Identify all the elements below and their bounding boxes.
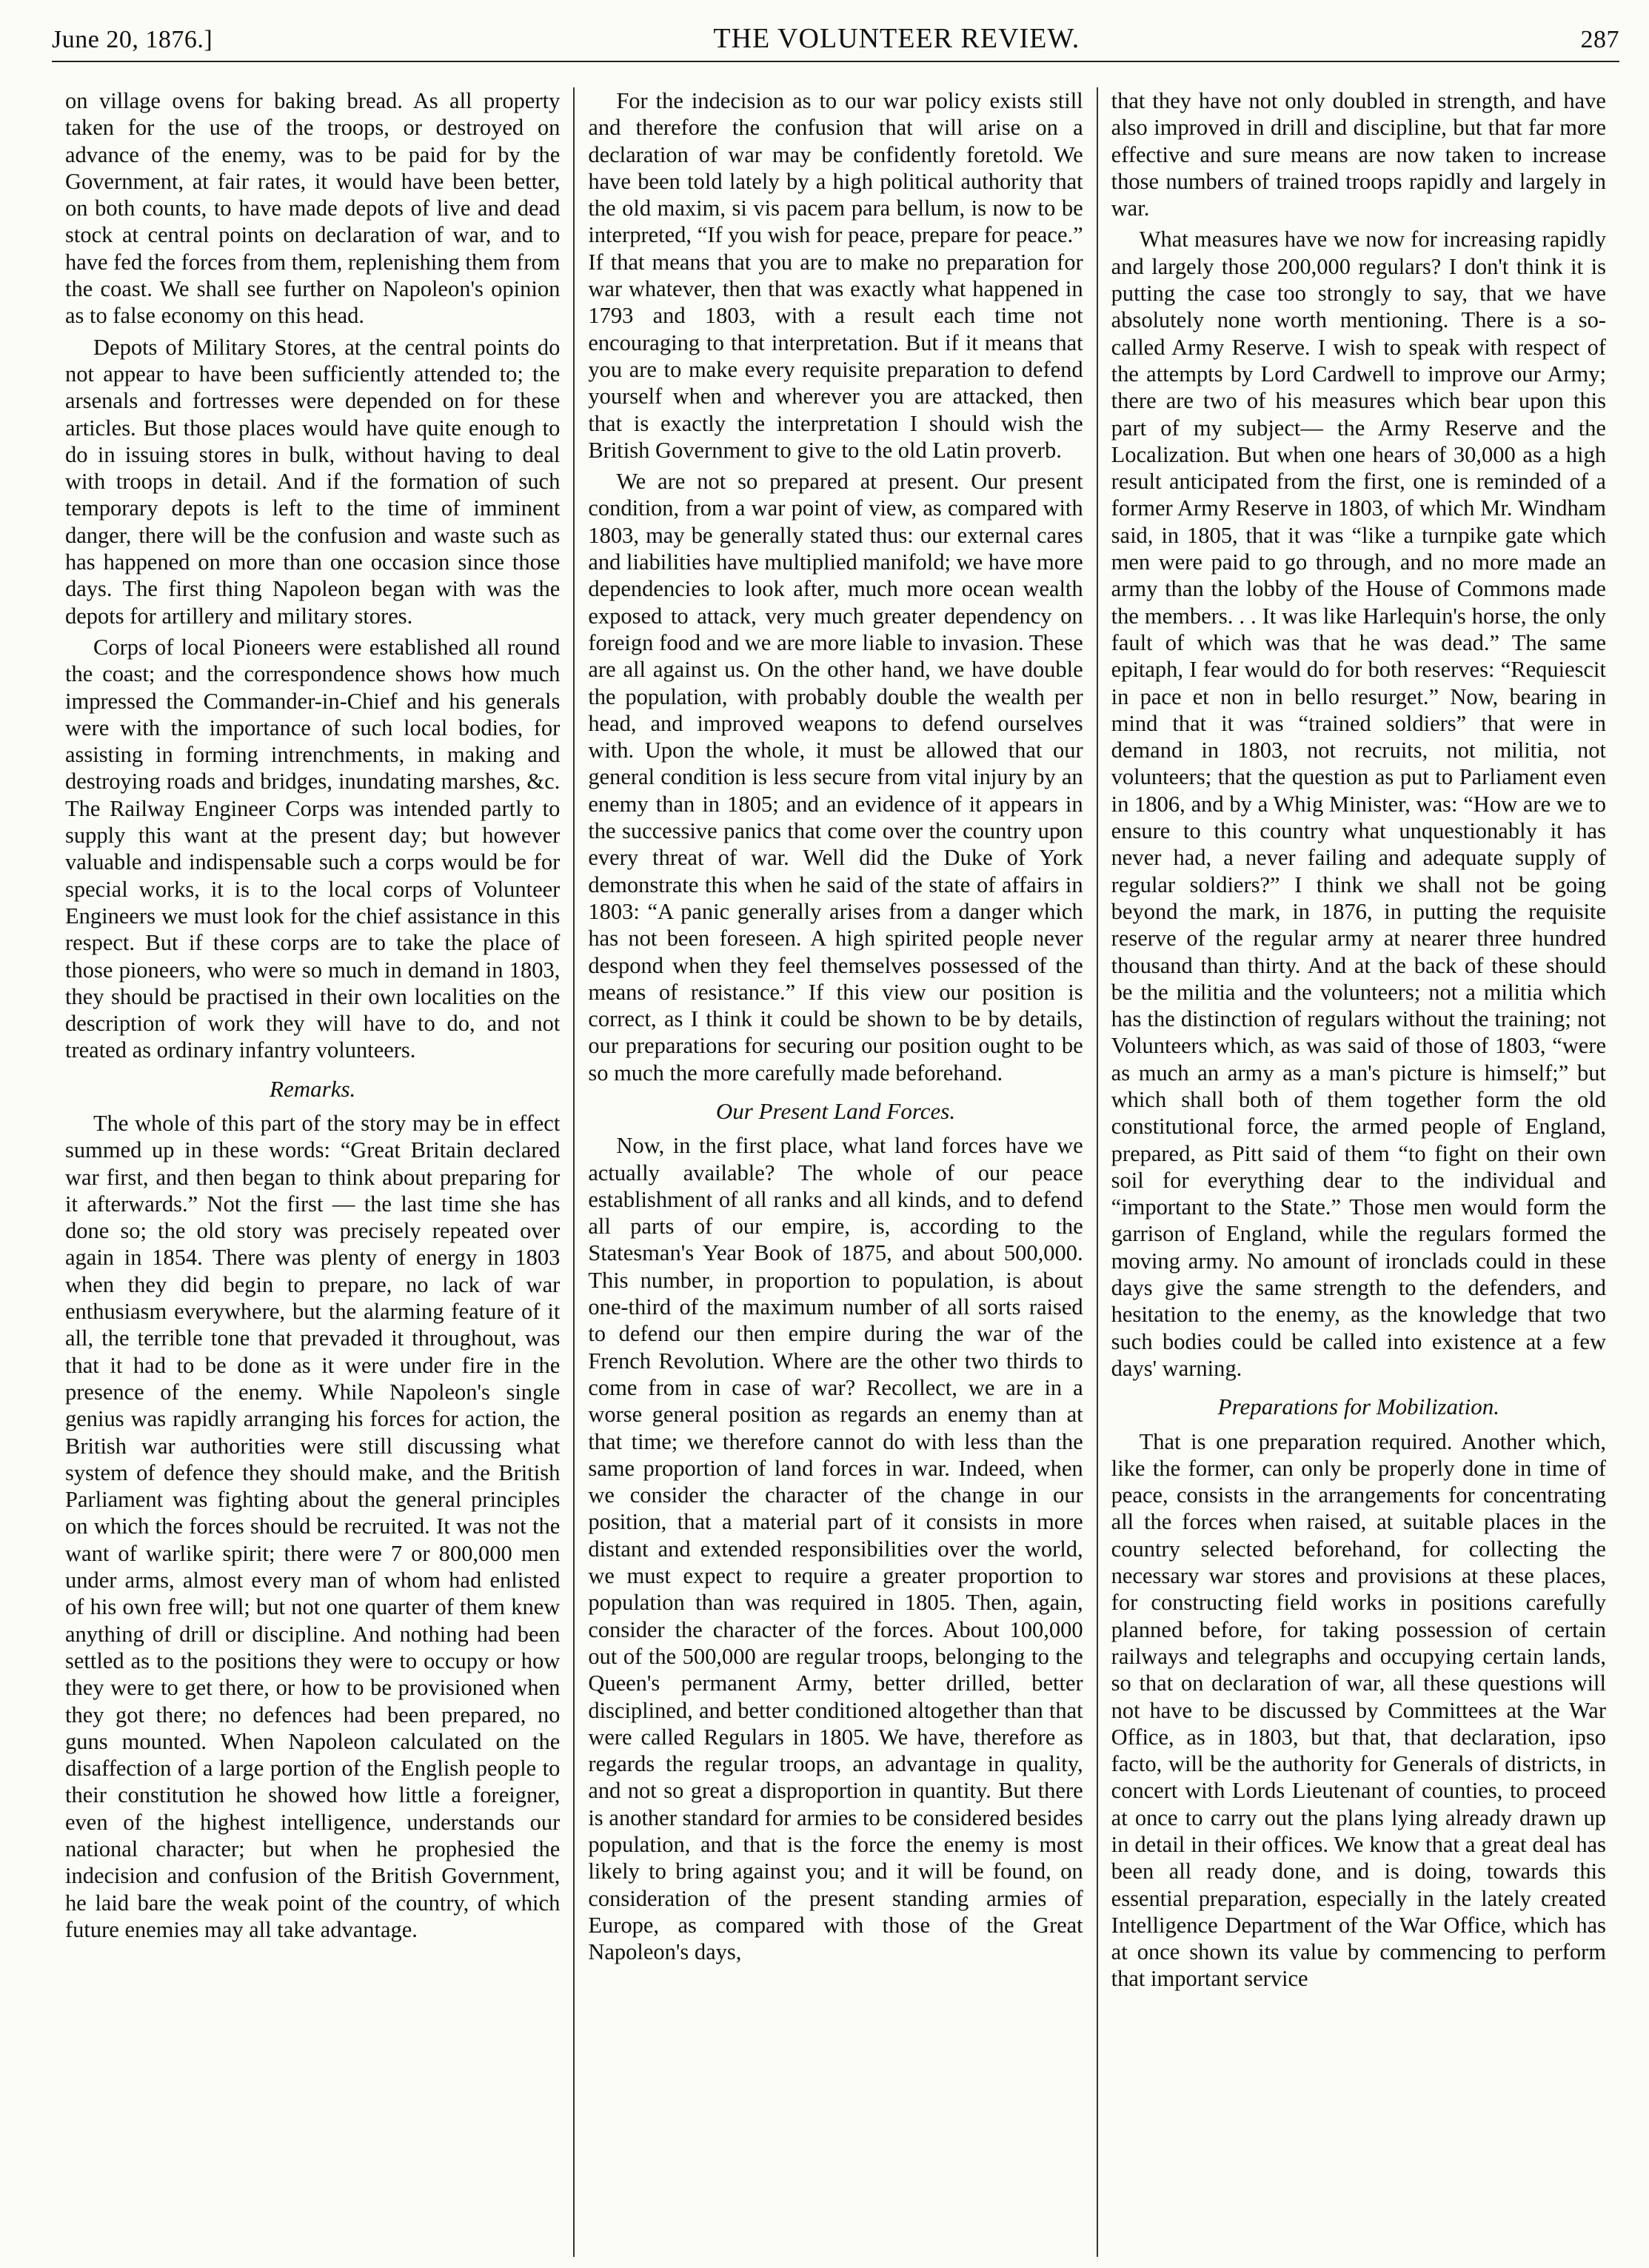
section-heading: Our Present Land Forces. xyxy=(715,1097,956,1124)
paragraph: that they have not only doubled in strength, and have also improved in drill and discipline, but that far more effective and sure means are now taken to increase those numbers of trained troops rapidly and largely in war. xyxy=(1111,88,1606,221)
paragraph: Corps of local Pioneers were established all round the coast; and the correspondence shows how much impressed the Commander-in-Chief and his generals were with the importance of such local bodies, for assisting in forming intrenchments, in making and destroying roads and bridges, inundating marshes, &c. The Railway Engineer Corps was intended partly to supply this want at the present day; but however valuable and indispensable such a corps would be for special works, it is to the local corps of Volunteer Engineers we must look for the chief assistance in this respect. But if these corps are to take the place of those pioneers, who were so much in demand in 1803, they should be practised in their own localities on the description of work they will have to do, and not treated as ordinary infantry volunteers. xyxy=(65,634,561,1063)
paragraph: For the indecision as to our war policy exists still and therefore the confusion that will arise on a declaration of war may be confidently foretold. We have been told lately by a high political authority that the old maxim, si vis pacem para bellum, is now to be interpreted, “If you wish for peace, prepare for peace.” If that means that you are to make no preparation for war whatever, then that was exactly what happened in 1793 and 1803, with a result each time not encouraging to that interpretation. But if it means that you are to make every requisite preparation to defend yourself when and wherever you are attacked, then that is exactly the interpretation I should wish the British Government to give to the old Latin proverb. xyxy=(588,88,1083,463)
page-number: 287 xyxy=(1580,26,1619,53)
issue-date: June 20, 1876.] xyxy=(52,26,213,53)
masthead-title: THE VOLUNTEER REVIEW. xyxy=(713,23,1080,54)
paragraph: What measures have we now for increasing rapidly and largely those 200,000 regulars? I don't think it is putting the case too strongly to say, that we have absolutely none worth mentioning. There is a so-called Army Reserve. I wish to speak with respect of the attempts by Lord Cardwell to improve our Army; there are two of his measures which bear upon this part of my subject— the Army Reserve and the Localization. But when one hears of 30,000 as a high result anticipated from the first, one is reminded of a former Army Reserve in 1803, of which Mr. Windham said, in 1805, that it was “like a turnpike gate which men were paid to go through, and no more made an army than the lobby of the House of Commons made the members. . . It was like Harlequin's horse, the only fault of which was that he was dead.” The same epitaph, I fear would do for both reserves: “Requiescit in pace et non in bello resurget.” Now, bearing in mind that it was “trained soldiers” that were in demand in 1803, not recruits, not militia, not volunteers; that the question as put to Parliament even in 1806, and by a Whig Minister, was: “How are we to ensure to this country what unquestionably it has never had, a never failing and adequate supply of regular soldiers?” I think we shall not be going beyond the mark, in 1876, in putting the requisite reserve of the regular army at nearer three hundred thousand than thirty. And at the back of these should be the militia and the volunteers; not a militia which has the distinction of regulars without the training; not Volunteers which, as was said of those of 1803, “were as much an army as a man's picture is himself;” but which shall both of them together form the old constitutional force, the armed people of England, prepared, as Pitt said of them “to fight on their own soil for everything dear to the individual and “important to the State.” Those men would form the garrison of England, while the regulars formed the moving army. No amount of ironclads could in these days give the same strength to the defenders, and hesitation to the enemy, as the knowledge that two such bodies could be called into existence at a few days' warning. xyxy=(1111,227,1606,1381)
paragraph: on village ovens for baking bread. As all property taken for the use of the troops, or destroyed on advance of the enemy, was to be paid for by the Government, at fair rates, it would have been better, on both counts, to have made depots of live and dead stock at central points on declaration of war, and to have fed the forces from them, replenishing them from the coast. We shall see further on Napoleon's opinion as to false economy on this head. xyxy=(65,88,561,329)
page-header xyxy=(52,22,1619,62)
paragraph: Now, in the first place, what land forces have we actually available? The whole of our peace establishment of all ranks and all kinds, and to defend all parts of our empire, is, according to the Statesman's Year Book of 1875, and about 500,000. This number, in proportion to population, is about one-third of the maximum number of all sorts raised to defend our then empire during the war of the French Revolution. Where are the other two thirds to come from in case of war? Recollect, we are in a worse general position as regards an enemy than at that time; we therefore cannot do with less than the same proportion of land forces in war. Indeed, when we consider the character of the change in our position, that a material part of it consists in more distant and extended responsibilities over the world, we must expect to require a greater proportion to population than was required in 1805. Then, again, consider the character of the forces. About 100,000 out of the 500,000 are regular troops, belonging to the Queen's permanent Army, better drilled, better disciplined, and better conditioned altogether than that were called Regulars in 1805. We have, therefore as regards the regular troops, an advantage in quality, and not so great a disproportion in quantity. But there is another standard for armies to be considered besides population, and that is the force the enemy is most likely to bring against you; and it will be found, on consideration of the present standing armies of Europe, as compared with those of the Great Napoleon's days, xyxy=(588,1133,1083,1965)
paragraph: That is one preparation required. Another which, like the former, can only be properly done in time of peace, consists in the arrangements for concentrating all the forces when raised, at suitable places in the country selected beforehand, for collecting the necessary war stores and provisions at these places, for constructing field works in positions carefully planned before, for taking possession of certain railways and telegraphs and occupying certain lands, so that on declaration of war, all these questions will not have to be discussed by Committees at the War Office, as in 1803, but that, that declaration, ipso facto, will be the authority for Generals of districts, in concert with Lords Lieutenant of counties, to proceed at once to carry out the plans lying already drawn up in detail in their offices. We know that a great deal has been all ready done, and is doing, towards this essential preparation, especially in the lately created Intelligence Department of the War Office, which has at once shown its value by commencing to perform that important service xyxy=(1111,1428,1606,1992)
column-2 xyxy=(573,87,1096,2257)
column-1 xyxy=(52,87,573,2257)
paragraph: Depots of Military Stores, at the central points do not appear to have been sufficiently attended to; the arsenals and fortresses were depended on for these articles. But those places would have quite enough to do in issuing stores in bulk, without having to deal with troops in detail. And if the formation of such temporary depots is left to the time of imminent danger, there will be the confusion and waste such as has happened on more than one occasion since those days. The first thing Napoleon began with was the depots for artillery and military stores. xyxy=(65,334,561,629)
paragraph: We are not so prepared at present. Our present condition, from a war point of view, as compared with 1803, may be generally stated thus: our external cares and liabilities have multiplied manifold; we have more dependencies to look after, much more ocean wealth exposed to attack, very much greater dependency on foreign food and we are more liable to invasion. These are all against us. On the other hand, we have double the population, with probably double the wealth per head, and improved weapons to defend ourselves with. Upon the whole, it must be allowed that our general condition is less secure from vital injury by an enemy than in 1805; and an evidence of it appears in the successive panics that come over the country upon every threat of war. Well did the Duke of York demonstrate this when he said of the state of affairs in 1803: “A panic generally arises from a danger which has not been foreseen. A high spirited people never despond when they feel themselves possessed of the means of resistance.” If this view our position is correct, as I think it could be shown to be by details, our preparations for securing our position ought to be so much the more carefully made beforehand. xyxy=(588,469,1083,1086)
column-3 xyxy=(1097,87,1619,2257)
section-heading: Remarks. xyxy=(270,1075,356,1102)
section-heading: Preparations for Mobilization. xyxy=(1217,1394,1499,1420)
paragraph: The whole of this part of the story may be in effect summed up in these words: “Great Britain declared war first, and then began to think about preparing for it afterwards.” Not the first — the last time she has done so; the old story was precisely repeated over again in 1854. There was plenty of energy in 1803 when they did begin to prepare, no lack of war enthusiasm everywhere, but the alarming feature of it all, the terrible tone that prevaded it throughout, was that it had to be done as it were under fire in the presence of the enemy. While Napoleon's single genius was rapidly arranging his forces for action, the British war authorities were still discussing what system of defence they should make, and the British Parliament was fighting about the general principles on which the forces should be recruited. It was not the want of warlike spirit; there were 7 or 800,000 men under arms, almost every man of whom had enlisted of his own free will; but not one quarter of them knew anything of drill or discipline. And nothing had been settled as to the positions they were to occupy or how they were to get there, or how to be provisioned when they got there; no defences had been prepared, no guns mounted. When Napoleon calculated on the disaffection of a large portion of the English people to their constitution he showed how little a foreigner, even of the highest intelligence, understands our national character; but when he prophesied the indecision and confusion of the British Government, he laid bare the weak point of the country, of which future enemies may all take advantage. xyxy=(65,1110,561,1942)
article-columns xyxy=(52,87,1619,2257)
